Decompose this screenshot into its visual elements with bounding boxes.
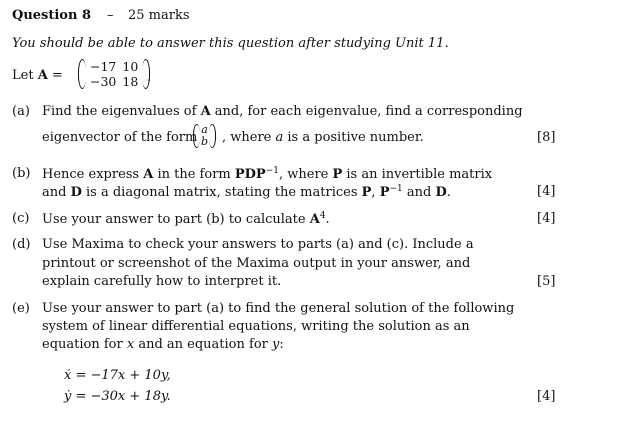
matrix-cell: 18: [122, 74, 139, 89]
header-dash: –: [107, 8, 114, 23]
part-b-marks: [4]: [537, 184, 556, 199]
let-text: Let: [12, 68, 38, 83]
matrix-cell: 10: [122, 59, 139, 74]
matrix-period: .: [147, 70, 152, 85]
part-b-line1: Hence express A in the form $PDP^{-1}$, where P is an invertible matrix: [42, 166, 493, 182]
part-e-line3: equation for x and an equation for y:: [42, 337, 284, 352]
matrix-definition: [12, 68, 63, 84]
equation-1: ẋ = −17x + 10y,: [64, 368, 171, 383]
matrix-a: [78, 59, 150, 89]
part-d-line1: Use Maxima to check your answers to parts (a) and (c). Include a: [42, 237, 474, 252]
part-e-marks: [4]: [537, 389, 556, 404]
vector-entry: a: [201, 123, 208, 136]
equals-sign: =: [47, 68, 63, 83]
part-d-line2: printout or screenshot of the Maxima output in your answer, and: [42, 256, 471, 271]
part-e-line1: Use your answer to part (a) to find the general solution of the following: [42, 301, 515, 316]
part-c-text: Use your answer to part (b) to calculate $A^4$.: [42, 211, 330, 227]
part-a-marks: [8]: [537, 130, 556, 145]
part-d-line3: explain carefully how to interpret it.: [42, 274, 282, 289]
part-a-label: (a): [12, 104, 30, 119]
part-d-label: (d): [12, 237, 31, 252]
intro-text: You should be able to answer this question after studying Unit 11.: [12, 36, 449, 51]
part-c-label: (c): [12, 211, 30, 226]
matrix-cell: −30: [90, 74, 117, 89]
equation-2: ẏ = −30x + 18y.: [64, 389, 171, 404]
question-title: Question 8: [12, 8, 92, 23]
part-b-line2: and D is a diagonal matrix, stating the matrices P, $P^{-1}$ and D.: [42, 184, 451, 200]
part-c-marks: [4]: [537, 211, 556, 226]
vector-entry: b: [201, 135, 209, 148]
part-a-line2-post: , where a is a positive number.: [222, 130, 424, 145]
eigenvector-form: [193, 124, 216, 148]
part-a-line1: Find the eigenvalues of A and, for each eigenvalue, find a corresponding: [42, 104, 523, 119]
part-d-marks: [5]: [537, 274, 556, 289]
matrix-cell: −17: [90, 59, 117, 74]
part-a-line2-pre: eigenvector of the form: [42, 130, 198, 145]
part-b-label: (b): [12, 166, 31, 181]
question-marks: 25 marks: [128, 8, 190, 23]
part-e-label: (e): [12, 301, 30, 316]
part-e-line2: system of linear differential equations, writing the solution as an: [42, 319, 470, 334]
matrix-var: A: [37, 68, 48, 83]
